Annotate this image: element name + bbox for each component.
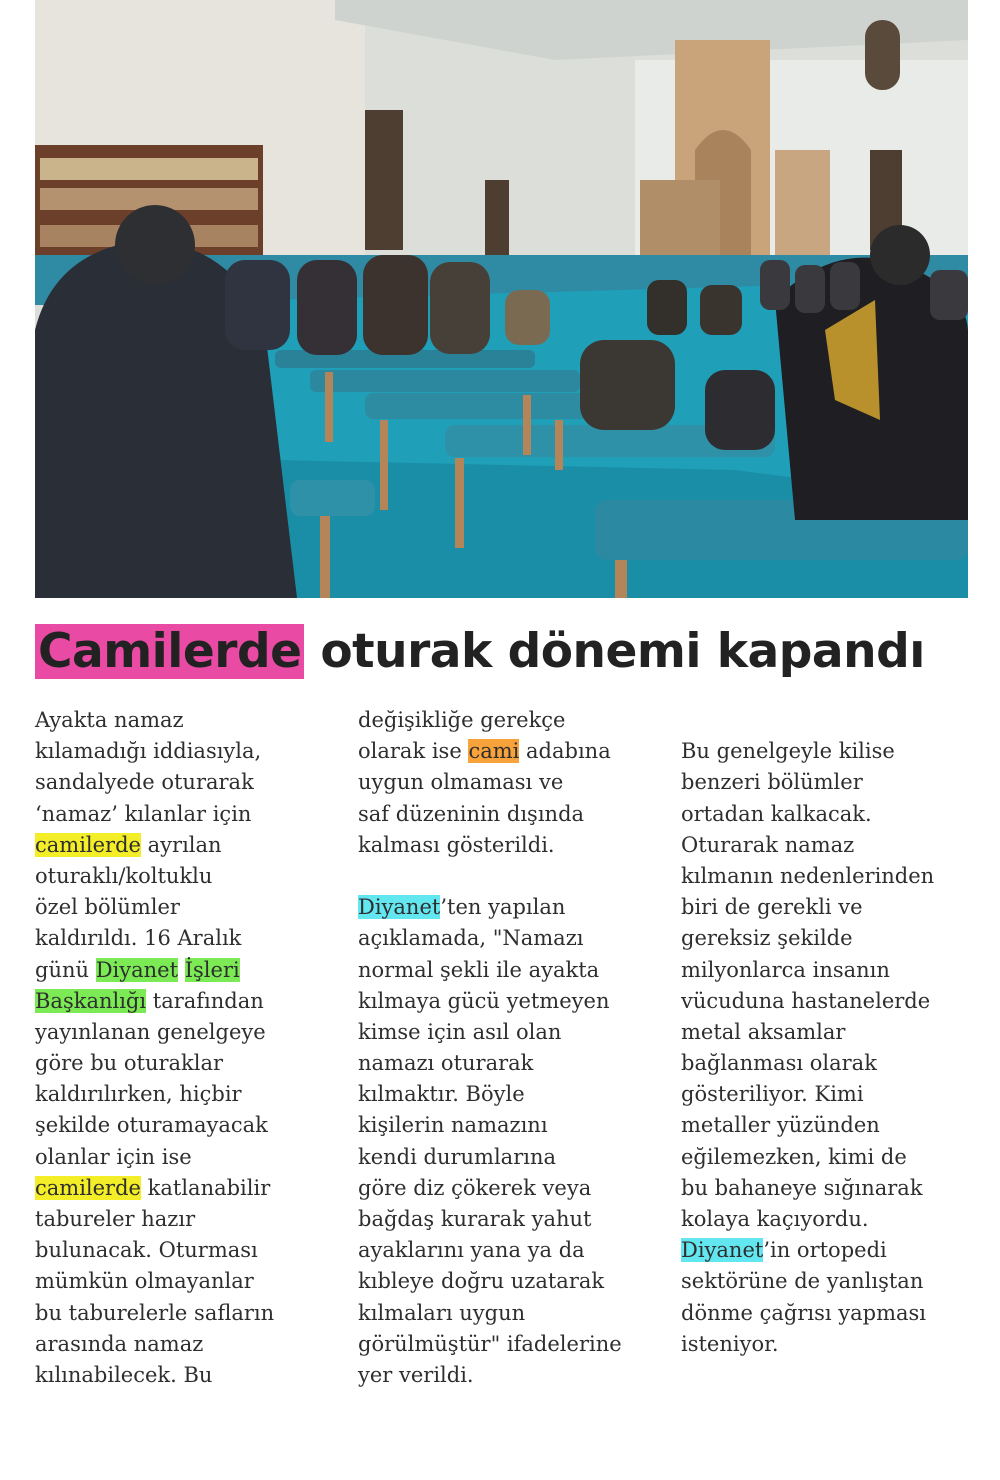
article-headline — [35, 615, 975, 689]
article-column-2 — [358, 705, 658, 1391]
headline-highlight: Camilerde — [35, 624, 304, 679]
mosque-interior-photo — [35, 0, 968, 598]
text-line — [358, 892, 658, 923]
text-line: kılmanın nedenlerinden — [681, 863, 935, 888]
text-line: gereksiz şekilde — [681, 926, 853, 951]
paragraph-gap — [681, 705, 981, 736]
text-line: kılmaya gücü yetmeyen — [358, 988, 610, 1013]
text-line: kıbleye doğru uzatarak — [358, 1269, 605, 1294]
text-line: metaller yüzünden — [681, 1113, 880, 1138]
text-line: yayınlanan genelgeye — [35, 1019, 266, 1044]
text-line: kaldırılırken, hiçbir — [35, 1082, 242, 1107]
text-line: özel bölümler — [35, 895, 180, 920]
text-line: vücuduna hastanelerde — [681, 988, 931, 1013]
text-line: kimse için asıl olan — [358, 1019, 562, 1044]
text-fragment: adabına — [519, 739, 611, 764]
text-line: göre bu oturaklar — [35, 1051, 224, 1076]
text-line: bulunacak. Oturması — [35, 1238, 258, 1263]
text-line: isteniyor. — [681, 1331, 779, 1356]
text-line: Ayakta namaz — [35, 708, 184, 732]
text-line: Bu genelgeyle kilise — [681, 739, 895, 764]
keyword-highlight: Diyanet — [358, 895, 441, 920]
text-line: olanlar için ise — [35, 1144, 192, 1169]
text-line: bu taburelerle safların — [35, 1300, 275, 1325]
text-line: normal şekli ile ayakta — [358, 957, 600, 982]
text-line — [35, 986, 335, 1017]
text-line: namazı oturarak — [358, 1051, 534, 1076]
paragraph-gap — [358, 861, 658, 892]
keyword-highlight: Diyanet — [681, 1238, 764, 1263]
text-line: arasında namaz — [35, 1331, 204, 1356]
text-line: kişilerin namazını — [358, 1113, 548, 1138]
text-line — [35, 955, 335, 986]
text-fragment: olarak ise — [358, 739, 469, 764]
text-line: eğilemezken, kimi de — [681, 1144, 907, 1169]
text-fragment: ayrılan — [140, 832, 222, 857]
text-fragment — [178, 958, 185, 982]
text-line: kılmaları uygun — [358, 1300, 526, 1325]
text-fragment: ’in ortopedi — [763, 1238, 887, 1263]
text-line: kaldırıldı. 16 Aralık — [35, 926, 242, 951]
text-line: görülmüştür" ifadelerine — [358, 1331, 622, 1356]
text-line: kılınabilecek. Bu — [35, 1362, 213, 1387]
text-line: ‘namaz’ kılanlar için — [35, 801, 252, 826]
keyword-highlight: İşleri — [184, 957, 240, 982]
article-column-3 — [681, 705, 981, 1360]
keyword-highlight: camilerde — [35, 832, 141, 857]
text-line: kılamadığı iddiasıyla, — [35, 739, 262, 764]
text-line: metal aksamlar — [681, 1019, 846, 1044]
text-line: milyonlarca insanın — [681, 957, 890, 982]
headline-rest: oturak dönemi kapandı — [304, 624, 925, 679]
text-line: şekilde oturamayacak — [35, 1113, 268, 1138]
text-line: sandalyede oturarak — [35, 770, 254, 795]
text-line: saf düzeninin dışında — [358, 801, 585, 826]
text-line: kendi durumlarına — [358, 1144, 556, 1169]
keyword-highlight: Diyanet — [95, 957, 179, 982]
text-line: bu bahaneye sığınarak — [681, 1175, 923, 1200]
text-fragment: katlanabilir — [140, 1175, 271, 1200]
keyword-highlight: Başkanlığı — [35, 988, 147, 1013]
text-line — [681, 1235, 981, 1266]
text-line — [35, 1173, 335, 1204]
text-line: ortadan kalkacak. — [681, 801, 872, 826]
text-line: değişikliğe gerekçe — [358, 708, 566, 732]
text-line: oturaklı/koltuklu — [35, 863, 213, 888]
text-line: mümkün olmayanlar — [35, 1269, 254, 1294]
text-fragment: ’ten yapılan — [440, 895, 566, 920]
text-line: açıklamada, "Namazı — [358, 926, 584, 951]
text-line: benzeri bölümler — [681, 770, 863, 795]
text-fragment: günü — [35, 957, 96, 982]
text-line: gösteriliyor. Kimi — [681, 1082, 864, 1107]
text-line: kolaya kaçıyordu. — [681, 1207, 869, 1231]
text-line: kalması gösterildi. — [358, 832, 555, 857]
text-line: bağlanması olarak — [681, 1051, 877, 1076]
text-line: sektörüne de yanlıştan — [681, 1269, 924, 1294]
keyword-highlight: cami — [468, 739, 520, 764]
article-column-1 — [35, 705, 335, 1391]
keyword-highlight: camilerde — [35, 1175, 141, 1200]
text-fragment: tarafından — [146, 988, 264, 1013]
text-line: tabureler hazır — [35, 1207, 196, 1231]
text-line — [35, 830, 335, 861]
text-line: yer verildi. — [358, 1362, 474, 1387]
text-line: uygun olmaması ve — [358, 770, 564, 795]
text-line: dönme çağrısı yapması — [681, 1300, 927, 1325]
text-line: biri de gerekli ve — [681, 895, 863, 920]
text-line: bağdaş kurarak yahut — [358, 1207, 592, 1231]
text-line: ayaklarını yana ya da — [358, 1238, 585, 1263]
text-line: kılmaktır. Böyle — [358, 1082, 525, 1107]
text-line: göre diz çökerek veya — [358, 1175, 592, 1200]
text-line — [358, 736, 658, 767]
text-line: Oturarak namaz — [681, 832, 855, 857]
